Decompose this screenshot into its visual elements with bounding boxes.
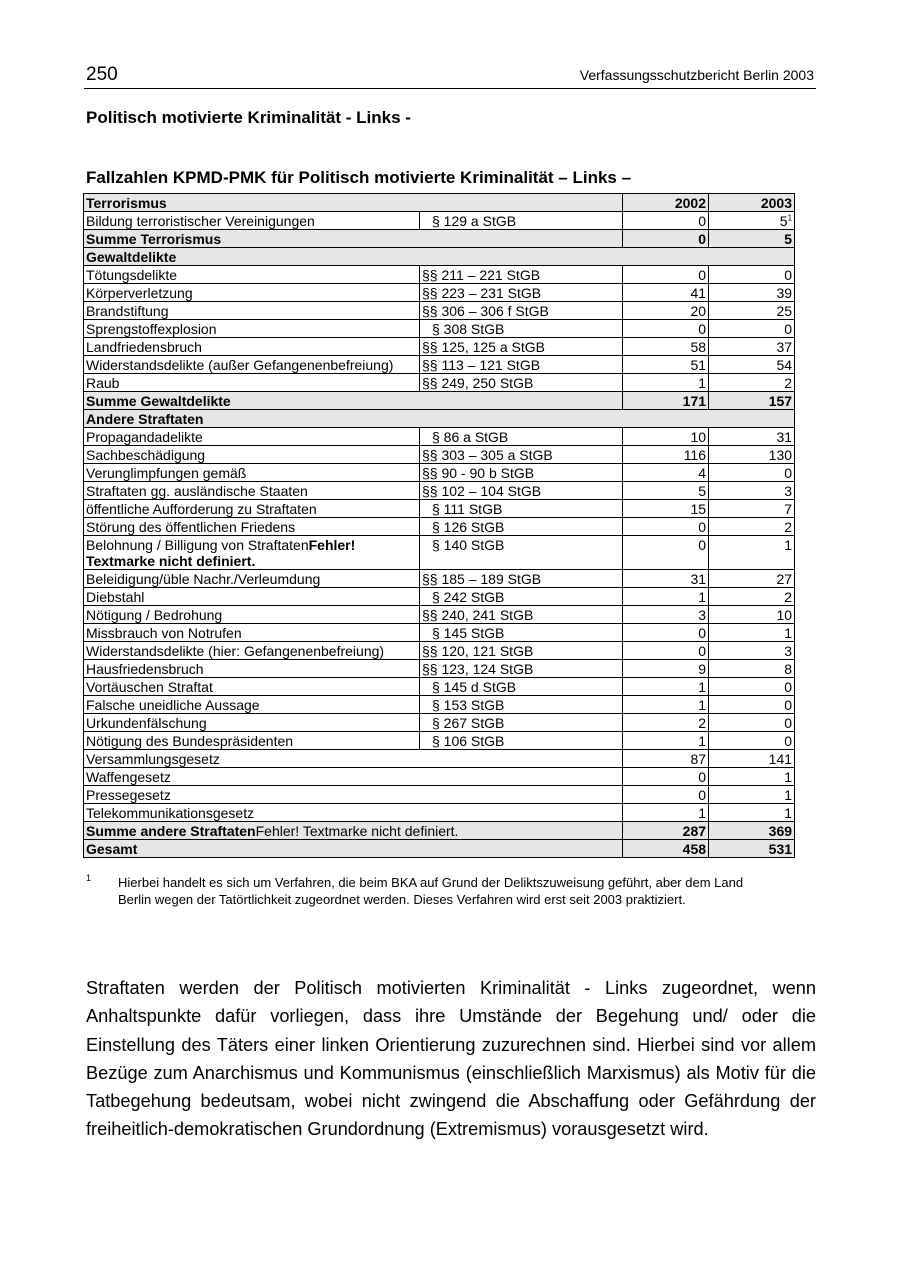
value-2003: 8 bbox=[709, 660, 795, 678]
footnote-text: Hierbei handelt es sich um Verfahren, die beim BKA auf Grund der Deliktszuweisung geführt, aber dem Land Berlin wegen der Tatörtlichkeit zugeordnet werden. Dieses Verfahren wird erst seit 2003 praktiziert. bbox=[118, 875, 744, 907]
law-reference: §§ 240, 241 StGB bbox=[420, 606, 623, 624]
sum-row-terrorismus bbox=[84, 230, 795, 248]
value-2002: 0 bbox=[623, 212, 709, 230]
offence-label: Sprengstoffexplosion bbox=[84, 320, 420, 338]
value-2003: 27 bbox=[709, 570, 795, 588]
value-2003: 2 bbox=[709, 374, 795, 392]
table-row bbox=[84, 588, 795, 606]
sum-row-gewaltdelikte bbox=[84, 392, 795, 410]
offence-label: Tötungsdelikte bbox=[84, 266, 420, 284]
value-2003: 0 bbox=[709, 732, 795, 750]
sum-2002: 171 bbox=[623, 392, 709, 410]
law-reference: §§ 102 – 104 StGB bbox=[420, 482, 623, 500]
value-2002: 5 bbox=[623, 482, 709, 500]
table-row bbox=[84, 606, 795, 624]
sum-label-text: Summe andere Straftaten bbox=[86, 823, 256, 839]
page-number: 250 bbox=[86, 64, 118, 85]
value-2002: 9 bbox=[623, 660, 709, 678]
sum-2002: 0 bbox=[623, 230, 709, 248]
offence-label: Vortäuschen Straftat bbox=[84, 678, 420, 696]
table-header-row bbox=[84, 194, 795, 212]
value-2002: 1 bbox=[623, 678, 709, 696]
offence-label: Bildung terroristischer Vereinigungen bbox=[84, 212, 420, 230]
sum-label: Gesamt bbox=[84, 840, 623, 858]
table-row bbox=[84, 786, 795, 804]
law-reference: § 145 StGB bbox=[420, 624, 623, 642]
law-reference: §§ 185 – 189 StGB bbox=[420, 570, 623, 588]
table-row bbox=[84, 320, 795, 338]
offence-label: Sachbeschädigung bbox=[84, 446, 420, 464]
value-2003: 130 bbox=[709, 446, 795, 464]
category-label: Gewaltdelikte bbox=[84, 248, 795, 266]
table-row bbox=[84, 284, 795, 302]
law-reference: § 145 d StGB bbox=[420, 678, 623, 696]
bookmark-error: Fehler! Textmarke nicht definiert. bbox=[86, 537, 356, 569]
table-row bbox=[84, 464, 795, 482]
value-2003: 0 bbox=[709, 266, 795, 284]
value-2003: 25 bbox=[709, 302, 795, 320]
law-reference: § 126 StGB bbox=[420, 518, 623, 536]
value-2002: 1 bbox=[623, 804, 709, 822]
header-2002: 2002 bbox=[623, 194, 709, 212]
value-2002: 1 bbox=[623, 732, 709, 750]
table-row bbox=[84, 356, 795, 374]
table-row bbox=[84, 804, 795, 822]
table-row bbox=[84, 266, 795, 284]
offence-label: Telekommunikationsgesetz bbox=[84, 804, 623, 822]
value-2003: 39 bbox=[709, 284, 795, 302]
section-heading: Politisch motivierte Kriminalität - Links - bbox=[86, 108, 411, 127]
table-row bbox=[84, 446, 795, 464]
value-2002: 0 bbox=[623, 518, 709, 536]
value-2003: 0 bbox=[709, 678, 795, 696]
table-row bbox=[84, 428, 795, 446]
offence-label: Propagandadelikte bbox=[84, 428, 420, 446]
value-2003: 3 bbox=[709, 642, 795, 660]
table-row bbox=[84, 374, 795, 392]
value-2002: 1 bbox=[623, 696, 709, 714]
value-2002: 58 bbox=[623, 338, 709, 356]
value-2002: 0 bbox=[623, 624, 709, 642]
category-label: Andere Straftaten bbox=[84, 410, 795, 428]
bookmark-error: Fehler! Textmarke nicht definiert. bbox=[255, 823, 459, 839]
offence-label: Verunglimpfungen gemäß bbox=[84, 464, 420, 482]
value-2002: 20 bbox=[623, 302, 709, 320]
offence-label: Falsche uneidliche Aussage bbox=[84, 696, 420, 714]
offence-label: Missbrauch von Notrufen bbox=[84, 624, 420, 642]
footnote-number: 1 bbox=[86, 873, 92, 883]
sum-label: Summe Terrorismus bbox=[84, 230, 623, 248]
table-row bbox=[84, 338, 795, 356]
sum-label: Summe Gewaltdelikte bbox=[84, 392, 623, 410]
sum-2002: 458 bbox=[623, 840, 709, 858]
table-row bbox=[84, 678, 795, 696]
running-head: Verfassungsschutzbericht Berlin 2003 bbox=[579, 67, 814, 83]
value-2003: 7 bbox=[709, 500, 795, 518]
value-2003: 10 bbox=[709, 606, 795, 624]
header-2003: 2003 bbox=[709, 194, 795, 212]
offence-label: Nötigung / Bedrohung bbox=[84, 606, 420, 624]
offence-label: Widerstandsdelikte (hier: Gefangenenbefreiung) bbox=[84, 642, 420, 660]
table-row bbox=[84, 732, 795, 750]
value-2003: 2 bbox=[709, 588, 795, 606]
offence-label: Brandstiftung bbox=[84, 302, 420, 320]
offence-label-text: Belohnung / Billigung von Straftaten bbox=[86, 537, 309, 553]
law-reference: §§ 113 – 121 StGB bbox=[420, 356, 623, 374]
law-reference: §§ 249, 250 StGB bbox=[420, 374, 623, 392]
table-row bbox=[84, 500, 795, 518]
law-reference: §§ 306 – 306 f StGB bbox=[420, 302, 623, 320]
table-row bbox=[84, 696, 795, 714]
category-row-gewaltdelikte bbox=[84, 248, 795, 266]
value-2003: 0 bbox=[709, 320, 795, 338]
total-row bbox=[84, 840, 795, 858]
value-2002: 116 bbox=[623, 446, 709, 464]
sum-row-andere-straftaten bbox=[84, 822, 795, 840]
offence-label: Hausfriedensbruch bbox=[84, 660, 420, 678]
value-2003: 1 bbox=[709, 786, 795, 804]
offence-label: Waffengesetz bbox=[84, 768, 623, 786]
footnote-marker: 1 bbox=[787, 213, 793, 223]
law-reference: § 111 StGB bbox=[420, 500, 623, 518]
sum-2003: 369 bbox=[709, 822, 795, 840]
offence-label: Landfriedensbruch bbox=[84, 338, 420, 356]
value-2002: 1 bbox=[623, 374, 709, 392]
table-row bbox=[84, 624, 795, 642]
value-2002: 31 bbox=[623, 570, 709, 588]
offence-label bbox=[84, 536, 420, 570]
value-2002: 0 bbox=[623, 768, 709, 786]
value-2002: 4 bbox=[623, 464, 709, 482]
table-row bbox=[84, 750, 795, 768]
table-row bbox=[84, 570, 795, 588]
law-reference: § 106 StGB bbox=[420, 732, 623, 750]
value-2002: 0 bbox=[623, 642, 709, 660]
value-2002: 87 bbox=[623, 750, 709, 768]
offence-label: Beleidigung/üble Nachr./Verleumdung bbox=[84, 570, 420, 588]
value-2003: 0 bbox=[709, 696, 795, 714]
offence-label: Raub bbox=[84, 374, 420, 392]
offence-label: Nötigung des Bundespräsidenten bbox=[84, 732, 420, 750]
law-reference: § 242 StGB bbox=[420, 588, 623, 606]
value-2003: 0 bbox=[709, 714, 795, 732]
sum-2003: 531 bbox=[709, 840, 795, 858]
law-reference: §§ 125, 125 a StGB bbox=[420, 338, 623, 356]
offence-label: öffentliche Aufforderung zu Straftaten bbox=[84, 500, 420, 518]
law-reference: § 86 a StGB bbox=[420, 428, 623, 446]
table-row bbox=[84, 536, 795, 570]
value-2002: 0 bbox=[623, 536, 709, 570]
value-2003: 1 bbox=[709, 536, 795, 570]
value-2003: 141 bbox=[709, 750, 795, 768]
value-2002: 0 bbox=[623, 786, 709, 804]
law-reference: §§ 223 – 231 StGB bbox=[420, 284, 623, 302]
law-reference: §§ 90 - 90 b StGB bbox=[420, 464, 623, 482]
sum-2003: 5 bbox=[709, 230, 795, 248]
law-reference: § 140 StGB bbox=[420, 536, 623, 570]
law-reference: §§ 123, 124 StGB bbox=[420, 660, 623, 678]
offence-label: Pressegesetz bbox=[84, 786, 623, 804]
value-2003-number: 5 bbox=[779, 213, 788, 229]
value-2002: 1 bbox=[623, 588, 709, 606]
law-reference: §§ 120, 121 StGB bbox=[420, 642, 623, 660]
offence-label: Körperverletzung bbox=[84, 284, 420, 302]
value-2003: 37 bbox=[709, 338, 795, 356]
sum-label bbox=[84, 822, 623, 840]
value-2002: 3 bbox=[623, 606, 709, 624]
sum-2003: 157 bbox=[709, 392, 795, 410]
value-2003: 31 bbox=[709, 428, 795, 446]
offence-label: Urkundenfälschung bbox=[84, 714, 420, 732]
law-reference: §§ 211 – 221 StGB bbox=[420, 266, 623, 284]
offence-label: Straftaten gg. ausländische Staaten bbox=[84, 482, 420, 500]
table-row bbox=[84, 482, 795, 500]
value-2003: 0 bbox=[709, 464, 795, 482]
value-2002: 15 bbox=[623, 500, 709, 518]
value-2003: 2 bbox=[709, 518, 795, 536]
table-row bbox=[84, 660, 795, 678]
value-2003 bbox=[709, 212, 795, 230]
table-row bbox=[84, 212, 795, 230]
offence-label: Versammlungsgesetz bbox=[84, 750, 623, 768]
sum-2002: 287 bbox=[623, 822, 709, 840]
value-2003: 54 bbox=[709, 356, 795, 374]
value-2002: 0 bbox=[623, 266, 709, 284]
case-count-table bbox=[83, 193, 795, 858]
value-2002: 0 bbox=[623, 320, 709, 338]
offence-label: Störung des öffentlichen Friedens bbox=[84, 518, 420, 536]
table-row bbox=[84, 518, 795, 536]
table-row bbox=[84, 768, 795, 786]
value-2003: 1 bbox=[709, 624, 795, 642]
table-row bbox=[84, 714, 795, 732]
header-rule bbox=[84, 88, 816, 89]
value-2003: 1 bbox=[709, 768, 795, 786]
law-reference: § 153 StGB bbox=[420, 696, 623, 714]
table-row bbox=[84, 302, 795, 320]
value-2002: 41 bbox=[623, 284, 709, 302]
table-title: Fallzahlen KPMD-PMK für Politisch motivierte Kriminalität – Links – bbox=[86, 168, 632, 187]
value-2003: 3 bbox=[709, 482, 795, 500]
offence-label: Widerstandsdelikte (außer Gefangenenbefreiung) bbox=[84, 356, 420, 374]
value-2002: 51 bbox=[623, 356, 709, 374]
category-row-andere-straftaten bbox=[84, 410, 795, 428]
law-reference: §§ 303 – 305 a StGB bbox=[420, 446, 623, 464]
value-2003: 1 bbox=[709, 804, 795, 822]
header-label: Terrorismus bbox=[84, 194, 623, 212]
table-row bbox=[84, 642, 795, 660]
body-paragraph: Straftaten werden der Politisch motivierten Kriminalität - Links zugeordnet, wenn Anhaltspunkte dafür vorliegen, dass ihre Umstände der Begehung und/ oder die Einstellung des Täters einer linken Orientierung zuzurechnen sind. Hierbei sind vor allem Bezüge zum Anarchismus und Kommunismus (einschließlich Marxismus) als Motiv für die Tatbegehung bedeutsam, wobei nicht zwingend die Abschaffung oder Gefährdung der freiheitlich-demokratischen Grundordnung (Extremismus) vorausgesetzt wird. bbox=[86, 978, 816, 1140]
law-reference: § 308 StGB bbox=[420, 320, 623, 338]
law-reference: § 129 a StGB bbox=[420, 212, 623, 230]
value-2002: 2 bbox=[623, 714, 709, 732]
offence-label: Diebstahl bbox=[84, 588, 420, 606]
value-2002: 10 bbox=[623, 428, 709, 446]
law-reference: § 267 StGB bbox=[420, 714, 623, 732]
